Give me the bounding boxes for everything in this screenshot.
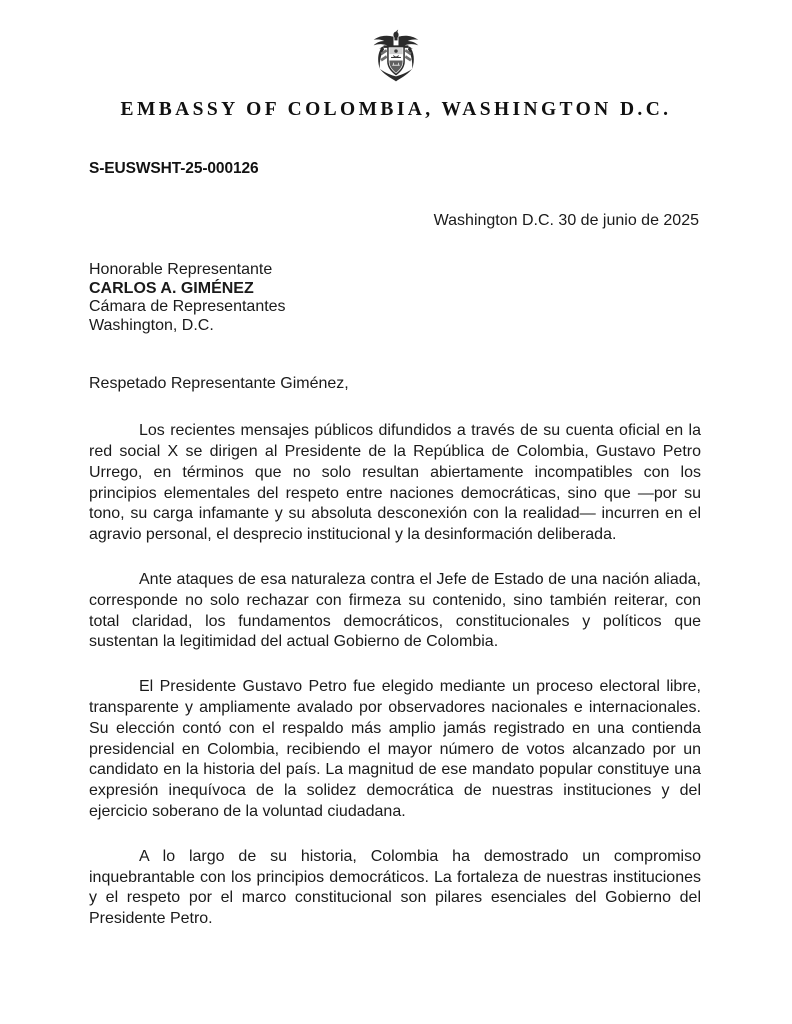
body-paragraph: Ante ataques de esa naturaleza contra el Jefe de Estado de una nación aliada, corresponde no solo rechazar con firmeza su contenido, sino también reiterar, con total claridad, los fundamentos democráticos, constitucionales y políticos que sustentan la legitimidad del actual Gobierno de Colombia. (89, 570, 701, 651)
letterhead-title: EMBASSY OF COLOMBIA, WASHINGTON D.C. (120, 99, 672, 120)
letterhead (0, 0, 792, 120)
addressee-chamber: Cámara de Representantes (89, 298, 286, 316)
reference-number: S-EUSWSHT-25-000126 (89, 160, 259, 177)
body-paragraph: A lo largo de su historia, Colombia ha demostrado un compromiso inquebrantable con los principios democráticos. La fortaleza de nuestras instituciones y el respeto por el marco constitucional son pilares esenciales del Gobierno del Presidente Petro. (89, 847, 701, 928)
body-paragraph: Los recientes mensajes públicos difundidos a través de su cuenta oficial en la red social X se dirigen al Presidente de la República de Colombia, Gustavo Petro Urrego, en términos que no solo resultan abiertamente incompatibles con los principios elementales del respeto entre naciones democráticas, sino que —por su tono, su carga infamante y su absoluta desconexión con la realidad— incurren en el agravio personal, el desprecio institucional y la desinformación deliberada. (89, 422, 701, 544)
colombia-coat-of-arms-icon (365, 28, 427, 90)
addressee-location: Washington, D.C. (89, 316, 214, 334)
letter-content (89, 160, 701, 930)
date-line: Washington D.C. 30 de junio de 2025 (433, 212, 699, 229)
addressee-block (89, 261, 701, 335)
salutation: Respetado Representante Giménez, (89, 375, 349, 393)
addressee-honorific: Honorable Representante (89, 261, 273, 278)
body-paragraph: El Presidente Gustavo Petro fue elegido mediante un proceso electoral libre, transparente y ampliamente avalado por observadores nacionales e internacionales. Su elección contó con el respaldo más amplio jamás registrado en una contienda presidencial en Colombia, recibiendo el mayor número de votos alcanzado por un candidato en la historia del país. La magnitud de ese mandato popular constituye una expresión inequívoca de la solidez democrática de nuestras instituciones y del ejercicio soberano de la voluntad ciudadana. (89, 678, 701, 820)
addressee-name: CARLOS A. GIMÉNEZ (89, 279, 254, 297)
